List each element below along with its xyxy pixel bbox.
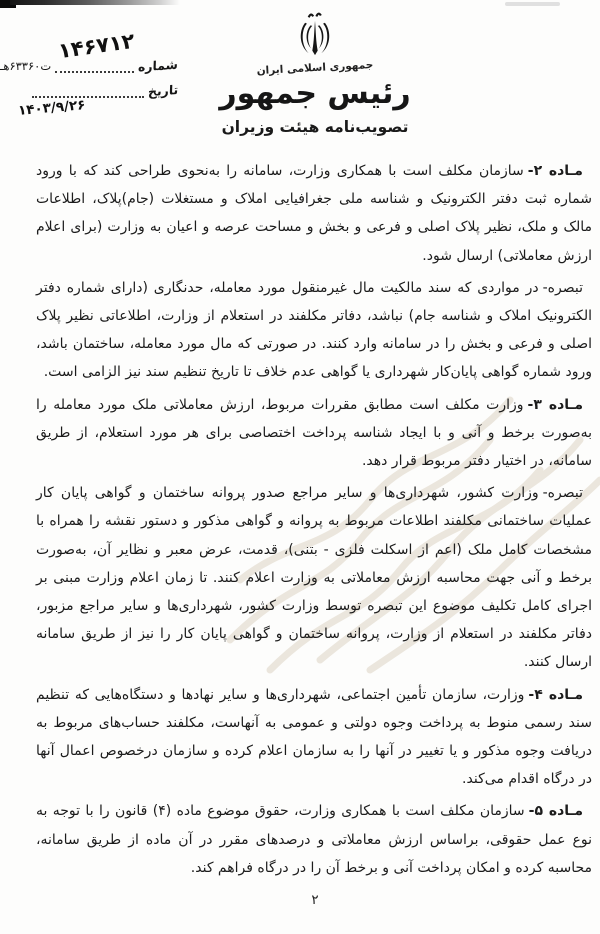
paragraph-note-2 xyxy=(36,479,592,676)
note-2-lead: تبصره- xyxy=(542,485,583,502)
document-type-title: تصویب‌نامه هیئت وزیران xyxy=(221,118,409,136)
note-1-lead: تبصره- xyxy=(542,279,583,296)
letterhead xyxy=(30,10,600,136)
handwritten-date: ۱۴۰۳/۹/۲۶ xyxy=(17,97,87,119)
document-body xyxy=(36,157,592,886)
scan-smudge-artifact xyxy=(505,2,560,6)
article-4-text: وزارت، سازمان تأمین اجتماعی، شهرداری‌ها و سایر نهادها و دستگاه‌هایی که تنظیم سند رسمی منوط به پرداخت وجوه دولتی و عمومی به آنهاست، مکلفند حساب‌های مربوط به دریافت وجوه مذکور و یا تغییر در آنها را به سازمان اعلام کرده و سازمان درخصوص اعمال آنها در درگاه اقدام می‌کند. xyxy=(36,686,592,788)
decree-number-prefix: ت xyxy=(40,59,52,73)
article-5-text: سازمان مکلف است با همکاری وزارت، حقوق موضوع ماده (۴) قانون را با توجه به نوع عمل حقوقی، براساس ارزش معاملاتی و درصدهای مقرر در آن ماده از طریق سامانه، محاسبه کرده و امکان پرداخت آنی و برخط آن را در درگاه فراهم کند. xyxy=(36,803,592,876)
paragraph-article-2 xyxy=(36,157,592,270)
scan-edge-artifact xyxy=(10,0,180,5)
paragraph-article-4 xyxy=(36,681,592,794)
country-name: جمهوری اسلامی ایران xyxy=(256,58,374,78)
note-1-text: در مواردی که سند مالکیت مال غیرمنقول مورد معامله، حدنگاری (دارای شماره دفتر الکترونیک املاک و شناسه جام) نباشد، دفاتر مکلفند در استعلام از وزارت، اطلاعاتی نظیر پلاک اصلی و فرعی و بخش را در سامانه وارد کنند. در صورتی که مال مورد معامله، ساختمان باشد، ورود شماره گواهی پایان‌کار شهرداری یا گواهی عدم خلاف تا تاریخ تنظیم سند نیز الزامی است. xyxy=(36,279,592,381)
article-5-lead: مـاده ۵- xyxy=(528,803,583,820)
date-label: تاریخ xyxy=(147,81,179,100)
paragraph-article-5 xyxy=(36,797,592,882)
article-2-text: سازمان مکلف است با همکاری وزارت، سامانه را به‌نحوی طراحی کند که با ورود شماره ثبت دفتر الکترونیک و شناسه ملی جغرافیایی املاک و مستغلات (جام)پلاک، اطلاعات مالک و ملک، نظیر پلاک اصلی و فرعی و بخش و مساحت عرصه و اعیان به وزارت (برای اعلام ارزش معاملاتی) ارسال شود. xyxy=(36,163,592,264)
paragraph-article-3 xyxy=(36,391,592,476)
iran-emblem-icon xyxy=(297,10,333,57)
article-2-lead: مـاده ۲- xyxy=(527,163,583,179)
article-4-lead: مـاده ۴- xyxy=(528,686,583,703)
authority-title: رئیس جمهور xyxy=(219,76,411,111)
note-2-text: وزارت کشور، شهرداری‌ها و سایر مراجع صدور پروانه ساختمان و گواهی پایان کار عملیات ساختمانی مکلفند اطلاعات مربوط به پروانه و گواهی مذکور و دستور نقشه را همراه با مشخصات کامل ملک (اعم از اسکلت فلزی - بتنی)، قدمت، عرض معبر و نظایر آن، به‌صورت برخط و آنی جهت محاسبه ارزش معاملاتی به وزارت اعلام کنند. تا زمان اعلام وزارت مبنی بر اجرای کامل تکلیف موضوع این تبصره توسط وزارت کشور، شهرداری‌ها و سایر مراجع مزبور، دفاتر مکلفند در استعلام از وزارت، پروانه ساختمان و گواهی پایان کار را نیز از طریق سامانه ارسال کنند. xyxy=(36,485,592,671)
decree-number-suffix: ۶۳۳۶۰هـ xyxy=(0,59,41,73)
number-label: شماره xyxy=(137,56,179,75)
handwritten-decree-number: ۱۴۶۷۱۲ xyxy=(56,28,137,64)
article-3-text: وزارت مکلف است مطابق مقررات مربوط، ارزش معاملاتی ملک مورد معامله را به‌صورت برخط و آنی و با ایجاد شناسه پرداخت اختصاصی برای هر مورد استعلام، از طریق سامانه، در اختیار دفتر مربوط قرار دهد. xyxy=(36,396,592,470)
paragraph-note-1 xyxy=(36,274,592,387)
article-3-lead: مـاده ۳- xyxy=(527,396,583,413)
page-number: ۲ xyxy=(311,892,319,908)
